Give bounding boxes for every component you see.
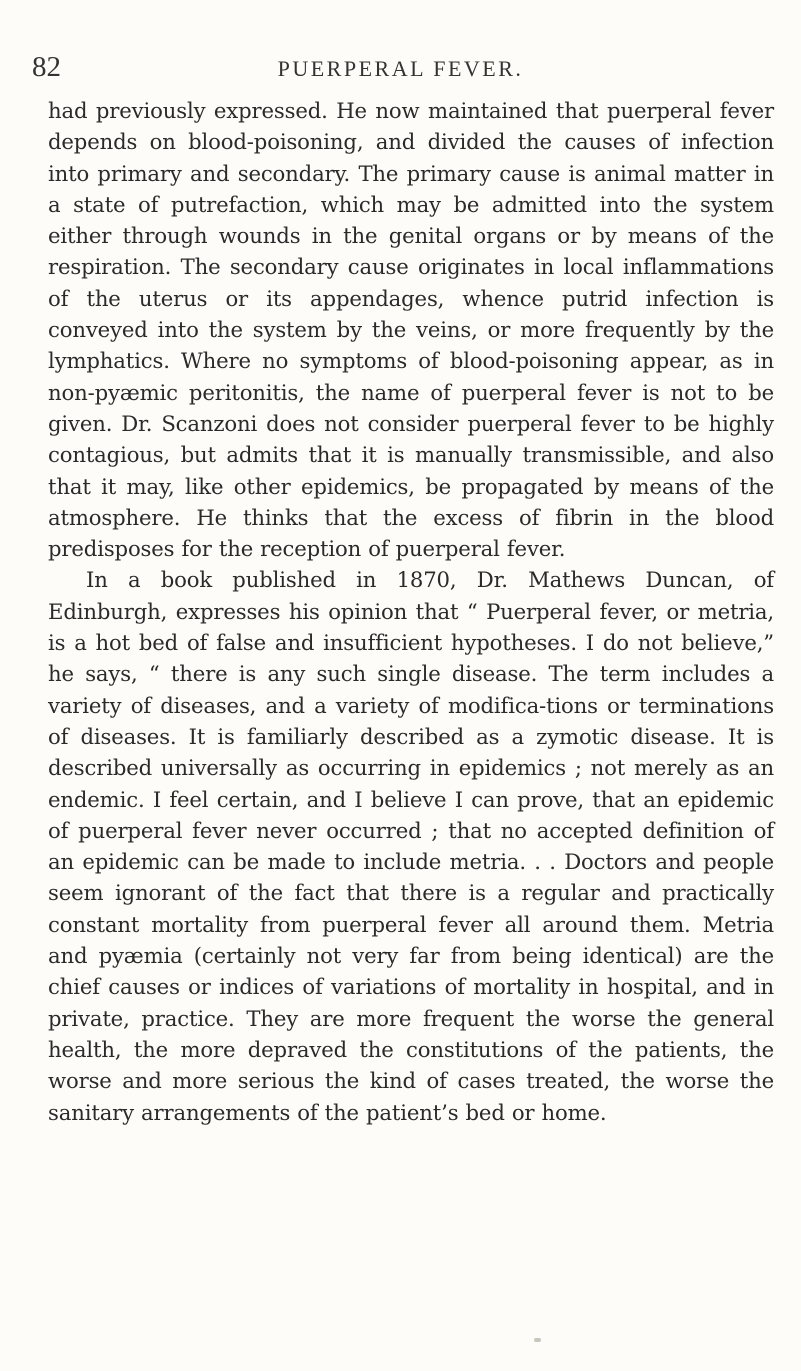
- running-head: PUERPERAL FEVER.: [277, 56, 524, 81]
- page-header: [0, 52, 801, 82]
- ink-speck: [534, 1338, 541, 1342]
- page-number: 82: [32, 51, 61, 83]
- body-text: [48, 95, 774, 1128]
- paragraph-duncan-quote: In a book published in 1870, Dr. Mathews Duncan, of Edinburgh, expresses his opinion that “ Puerperal fever, or metria, is a hot bed of false and insufficient hypotheses. I do not believe,” he says, “ there is any such single disease. The term includes a variety of diseases, and a variety of modifica-tions or terminations of diseases. It is familiarly described as a zymotic disease. It is described universally as occurring in epidemics ; not merely as an endemic. I feel certain, and I believe I can prove, that an epidemic of puerperal fever never occurred ; that no accepted definition of an epidemic can be made to include metria. . . Doctors and people seem ignorant of the fact that there is a regular and practically constant mortality from puerperal fever all around them. Metria and pyæmia (certainly not very far from being identical) are the chief causes or indices of variations of mortality in hospital, and in private, practice. They are more frequent the worse the general health, the more depraved the constitutions of the patients, the worse and more serious the kind of cases treated, the worse the sanitary arrangements of the patient’s bed or home.: [48, 567, 774, 1125]
- paragraph-continued: had previously expressed. He now maintained that puerperal fever depends on blood-poisoning, and divided the causes of infection into primary and secondary. The primary cause is animal matter in a state of putrefaction, which may be admitted into the system either through wounds in the genital organs or by means of the respiration. The secondary cause originates in local inflammations of the uterus or its appendages, whence putrid infection is conveyed into the system by the veins, or more frequently by the lymphatics. Where no symptoms of blood-poisoning appear, as in non-pyæmic peritonitis, the name of puerperal fever is not to be given. Dr. Scanzoni does not consider puerperal fever to be highly contagious, but admits that it is manually transmissible, and also that it may, like other epidemics, be propagated by means of the atmosphere. He thinks that the excess of fibrin in the blood predisposes for the reception of puerperal fever.: [48, 98, 774, 562]
